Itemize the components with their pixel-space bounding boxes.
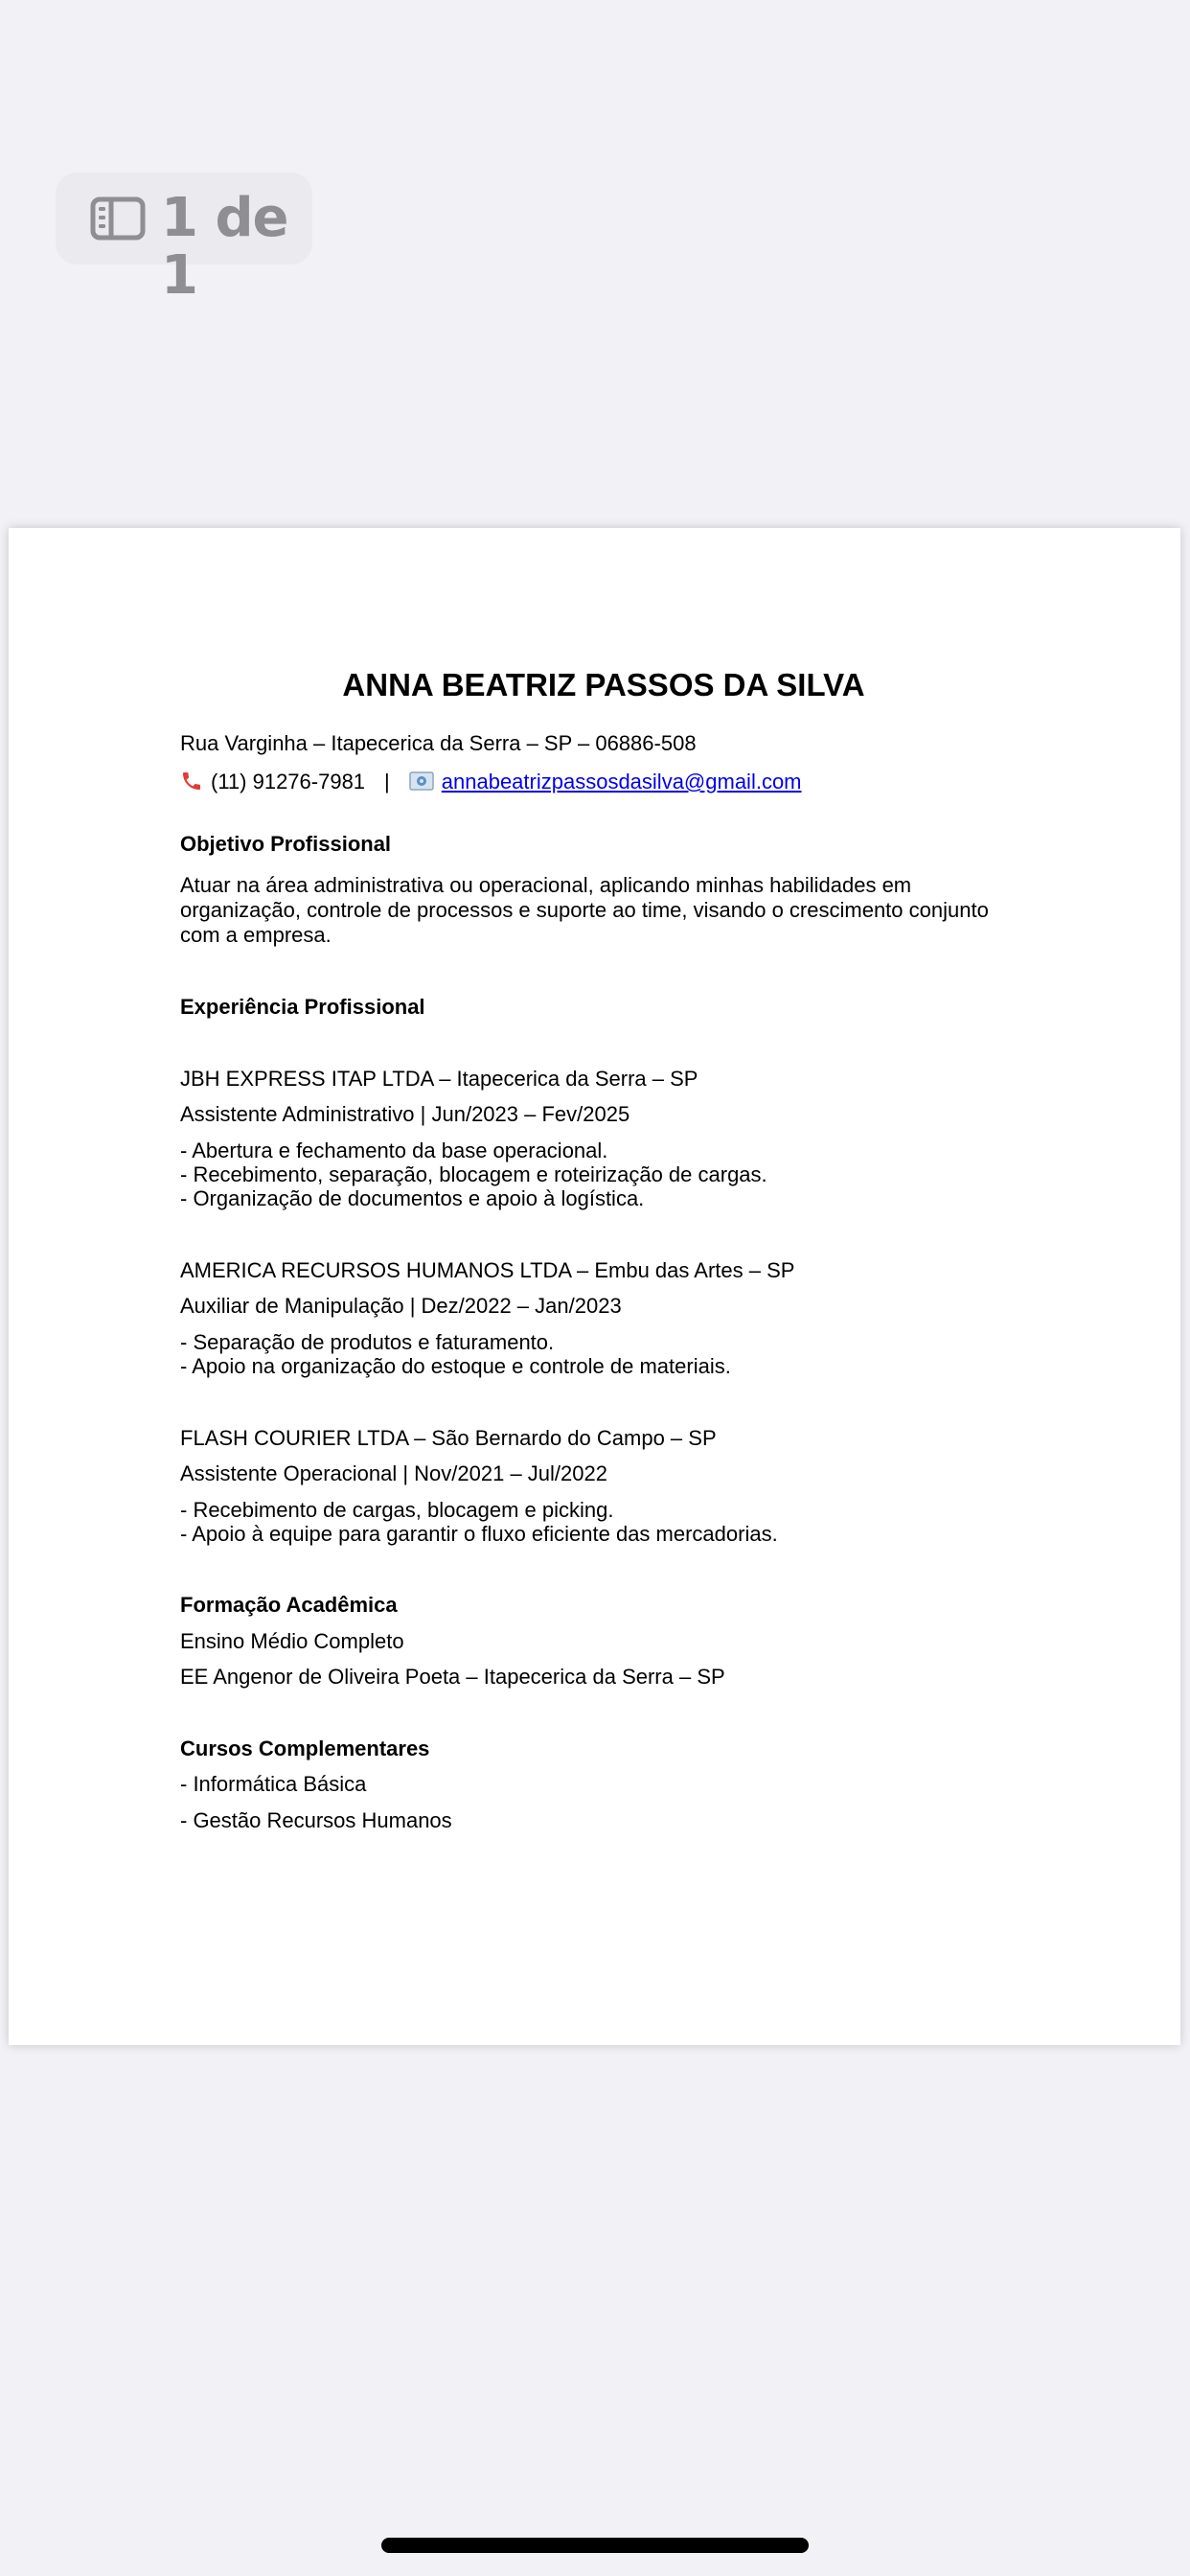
address: Rua Varginha – Itapecerica da Serra – SP – 06886-508 (180, 731, 697, 755)
education-level: Ensino Médio Completo (180, 1629, 404, 1653)
courses-heading: Cursos Complementares (180, 1736, 430, 1760)
job-company: JBH EXPRESS ITAP LTDA – Itapecerica da Serra – SP (180, 1067, 698, 1091)
job-task: - Organização de documentos e apoio à logística. (180, 1186, 645, 1210)
email-link[interactable]: annabeatrizpassosdasilva@gmail.com (441, 770, 802, 794)
job-company: AMERICA RECURSOS HUMANOS LTDA – Embu das Artes – SP (180, 1258, 795, 1282)
experience-heading: Experiência Profissional (180, 995, 425, 1019)
phone-number: (11) 91276-7981 (211, 770, 366, 794)
contact-separator: | (384, 770, 390, 794)
objective-heading: Objetivo Profissional (180, 832, 392, 856)
job-task: - Apoio na organização do estoque e controle de materiais. (180, 1354, 731, 1378)
objective-line: organização, controle de processos e suporte ao time, visando o crescimento conjunto (180, 898, 989, 922)
page-indicator-pill[interactable] (56, 172, 312, 307)
contact-line (180, 770, 802, 794)
course-item: - Informática Básica (180, 1772, 367, 1796)
job-company: FLASH COURIER LTDA – São Bernardo do Campo – SP (180, 1426, 717, 1450)
objective-line: com a empresa. (180, 923, 332, 947)
education-heading: Formação Acadêmica (180, 1593, 398, 1617)
education-school: EE Angenor de Oliveira Poeta – Itapecerica da Serra – SP (180, 1665, 725, 1689)
email-icon (409, 771, 434, 791)
job-role: Assistente Operacional | Nov/2021 – Jul/2022 (180, 1461, 607, 1485)
job-role: Auxiliar de Manipulação | Dez/2022 – Jan/2023 (180, 1294, 622, 1318)
sidebar-icon (90, 196, 146, 241)
home-indicator[interactable] (381, 2538, 809, 2553)
objective-line: Atuar na área administrativa ou operacional, aplicando minhas habilidades em (180, 873, 912, 897)
job-task: - Recebimento de cargas, blocagem e picking. (180, 1498, 614, 1522)
job-task: - Apoio à equipe para garantir o fluxo eficiente das mercadorias. (180, 1522, 778, 1546)
phone-icon (180, 770, 203, 793)
resume-name: ANNA BEATRIZ PASSOS DA SILVA (342, 667, 865, 702)
course-item: - Gestão Recursos Humanos (180, 1808, 452, 1832)
job-task: - Abertura e fechamento da base operacional. (180, 1138, 608, 1162)
page-count: 1 de 1 (161, 187, 288, 307)
job-task: - Recebimento, separação, blocagem e roteirização de cargas. (180, 1162, 767, 1186)
job-role: Assistente Administrativo | Jun/2023 – Fev/2025 (180, 1102, 630, 1126)
document-page (9, 528, 1180, 2045)
job-task: - Separação de produtos e faturamento. (180, 1330, 555, 1354)
